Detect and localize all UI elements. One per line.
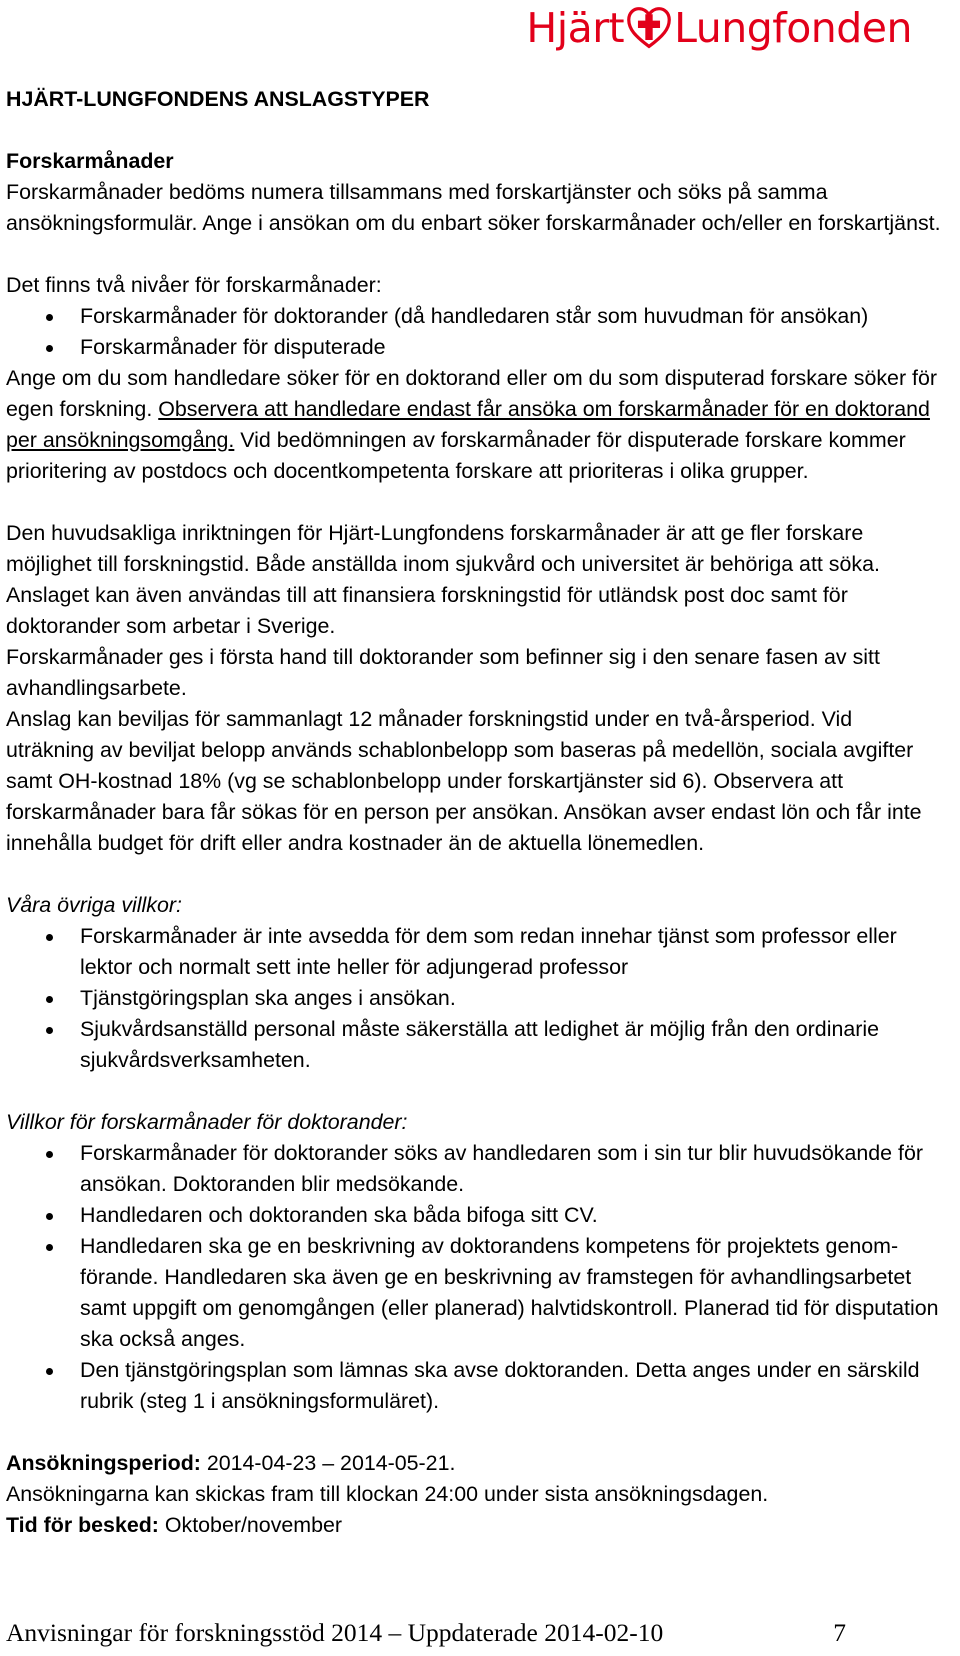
conditions-title: Våra övriga villkor: (6, 893, 182, 917)
footer-text: Anvisningar för forskningsstöd 2014 – Uppdaterade 2014-02-10 (6, 1618, 664, 1647)
list-item: Handledaren ska ge en beskrivning av doktorandens kompetens för projektets genom-förande. Handledaren ska även ge en beskrivning av framstegen för avhandlingsarbetet samt uppgift om genomgången (eller planerad) halvtidskontroll. Planerad tid för disputation ska också anges. (6, 1231, 946, 1355)
deadline-note: Ansökningarna kan skickas fram till klockan 24:00 under sista ansökningsdagen. (6, 1482, 769, 1506)
doctoral-conditions-title: Villkor för forskarmånader för doktorander: (6, 1110, 408, 1134)
list-item: Forskarmånader för doktorander (då handledaren står som huvudman för ansökan) (6, 301, 946, 332)
document-body (6, 84, 946, 1541)
doctoral-conditions-list (6, 1138, 946, 1417)
list-item: Den tjänstgöringsplan som lämnas ska avse doktoranden. Detta anges under en särskild rubrik (steg 1 i ansökningsformuläret). (6, 1355, 946, 1417)
list-item: Forskarmånader är inte avsedda för dem som redan innehar tjänst som professor eller lektor och normalt sett inte heller för adjungerad professor (6, 921, 946, 983)
logo-text-lungfonden: Lungfonden (674, 4, 912, 52)
list-item: Handledaren och doktoranden ska båda bifoga sitt CV. (6, 1200, 946, 1231)
underlined-notice: Observera att handledare endast får ansöka om forskarmånader för en doktorand per ansökningsomgång. (6, 397, 930, 452)
heart-cross-icon (626, 5, 672, 51)
page-number: 7 (833, 1618, 846, 1647)
orientation-paragraph: Den huvudsakliga inriktningen för Hjärt-Lungfondens forskarmånader är att ge fler forskare möjlighet till forskningstid. Både anställda inom sjukvård och universitet är behöriga att söka. (6, 521, 880, 576)
logo-text-hjart: Hjärt (526, 4, 625, 52)
priority-paragraph: Forskarmånader ges i första hand till doktorander som befinner sig i den senare fasen av sitt avhandlingsarbete. (6, 645, 880, 700)
section-title: Forskarmånader (6, 149, 174, 173)
list-item: Sjukvårdsanställd personal måste säkerställa att ledighet är möjlig från den ordinarie sjukvårdsverksamheten. (6, 1014, 946, 1076)
page-footer (6, 1618, 846, 1648)
list-item: Forskarmånader för disputerade (6, 332, 946, 363)
grant-paragraph: Anslag kan beviljas för sammanlagt 12 månader forskningstid under en två-årsperiod. Vid uträkning av beviljat belopp används schablonbelopp som baseras på medellön, sociala avgifter samt OH-kostnad 18% (vg se schablonbelopp under forskartjänster sid 6). Observera att forskarmånader bara får sökas för en person per ansökan. Ansökan avser endast lön och får inte innehålla budget för drift eller andra kostnader än de aktuella lönemedlen. (6, 707, 922, 855)
decision-time: Tid för besked: Oktober/november (6, 1513, 343, 1537)
funding-paragraph: Anslaget kan även användas till att finansiera forskningstid för utländsk post doc samt för doktorander som arbetar i Sverige. (6, 583, 848, 638)
application-period: Ansökningsperiod: 2014-04-23 – 2014-05-21. (6, 1451, 456, 1475)
section-intro: Forskarmånader bedöms numera tillsammans med forskartjänster och söks på samma ansökningsformulär. Ange i ansökan om du enbart söker forskarmånader och/eller en forskartjänst. (6, 180, 941, 235)
applicant-paragraph: Ange om du som handledare söker för en doktorand eller om du som disputerad forskare söker för egen forskning. Observera att handledare endast får ansöka om forskarmånader för en doktorand per ansökningsomgång. Vid bedömningen av forskarmånader för disputerade forskare kommer prioritering av postdocs och docentkompetenta forskare att prioriteras i olika grupper. (6, 366, 937, 483)
document-heading: HJÄRT-LUNGFONDENS ANSLAGSTYPER (6, 87, 430, 111)
levels-list (6, 301, 946, 363)
levels-intro: Det finns två nivåer för forskarmånader: (6, 273, 382, 297)
list-item: Tjänstgöringsplan ska anges i ansökan. (6, 983, 946, 1014)
conditions-list (6, 921, 946, 1076)
list-item: Forskarmånader för doktorander söks av handledaren som i sin tur blir huvudsökande för ansökan. Doktoranden blir medsökande. (6, 1138, 946, 1200)
logo (526, 4, 912, 52)
